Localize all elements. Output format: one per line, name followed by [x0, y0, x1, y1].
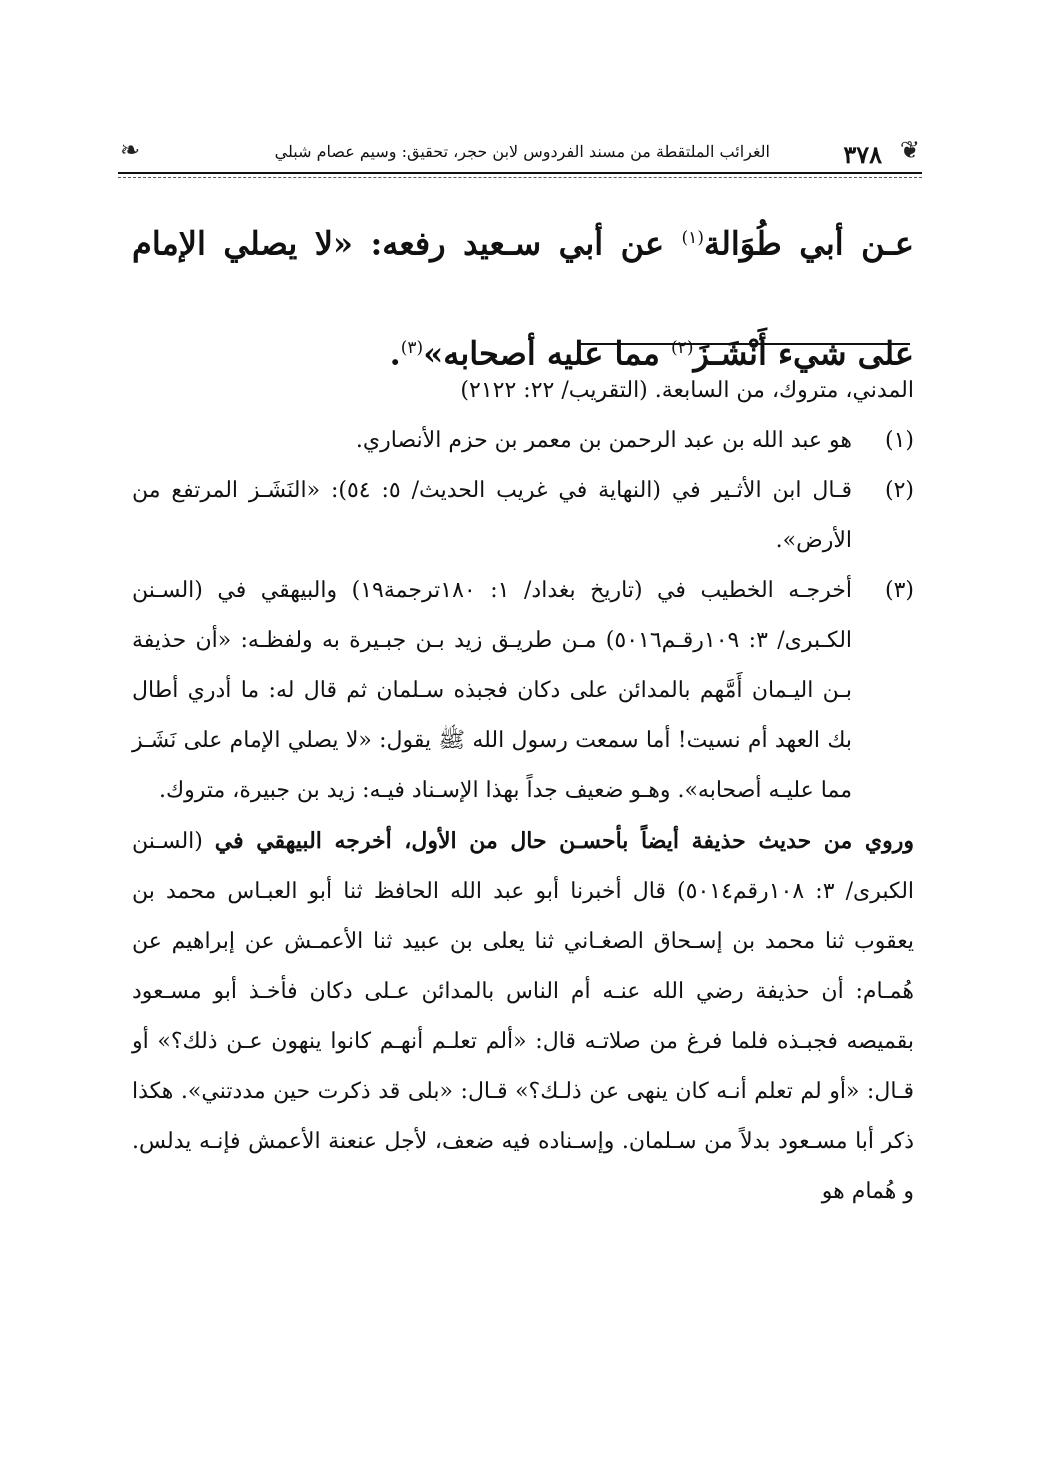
footnote	[132, 566, 914, 816]
ornament-right-icon: ❦	[899, 136, 920, 164]
page-header	[118, 134, 922, 180]
footnote-text: هو عبد الله بن عبد الرحمن بن معمر بن حزم الأنصاري.	[355, 428, 852, 453]
footnote	[132, 416, 914, 466]
footnote-paragraph	[132, 816, 914, 1217]
ornament-left-icon: ❧	[120, 136, 141, 164]
paragraph-body: (السـنن الكبرى/ ٣: ١٠٨رقم٥٠١٤) قال أخبرنا أبو عبد الله الحافظ ثنا أبو العبـاس محمد بن يعقوب ثنا محمد بن إسـحاق الصغـاني ثنا يعلى بن عبيد ثنا الأعمـش عن إبراهيم عن هُمـام: أن حذيفة رضي الله عنـه أم الناس بالمدائن عـلى دكان فأخـذ أبو مسـعود بقميصه فجبـذه فلما فرغ من صلاتـه قال: «ألم تعلـم أنهـم كانوا ينهون عـن ذلك؟» أو قـال: «أو لم تعلم أنـه كان ينهى عن ذلـك؟» قـال: «بلى قد ذكرت حين مددتني». هكذا ذكر أبا مسـعود بدلاً من سـلمان. وإسـناده فيه ضعف، لأجل عنعنة الأعمش فإنـه يدلس. و هُمام هو	[132, 829, 915, 1204]
running-title: الغرائب الملتقطة من مسند الفردوس لابن حجر، تحقيق: وسيم عصام شبلي	[274, 142, 770, 161]
paragraph-lead: وروي من حديث حذيفة أيضاً بأحسـن حال من الأول، أخرجه البيهقي في	[214, 828, 914, 854]
hadith-part: .	[389, 334, 401, 373]
footnote-ref: (١)	[681, 228, 704, 248]
header-dotted-rule	[118, 177, 922, 178]
footnote-separator	[580, 343, 910, 345]
footnotes	[132, 366, 914, 1217]
footnote-number: (٢)	[884, 478, 914, 503]
footnote	[132, 466, 914, 566]
hadith-part: مما عليه أصحابه»	[423, 334, 672, 373]
footnote-ref: (٢)	[671, 337, 694, 358]
footnote-number: (١)	[884, 428, 914, 453]
footnote-text: أخرجـه الخطيب في (تاريخ بغداد/ ١: ١٨٠ترجمة١٩) والبيهقي في (السـنن الكـبرى/ ٣: ١٠٩رقـم٥٠١٦) مـن طريـق زيد بـن جبـيرة به ولفظـه: «أن حذيفة بـن اليـمان أَمَّهم بالمدائن على دكان فجبذه سـلمان ثم قال له: ما أدري أطال بك العهد أم نسيت! أما سمعت رسول الله ﷺ يقول: «لا يصلي الإمام على نَشَـز مما عليـه أصحابه». وهـو ضعيف جداً بهذا الإسـناد فيـه: زيد بن جبيرة، متروك.	[132, 578, 853, 803]
footnote-continuation: المدني، متروك، من السابعة. (التقريب/ ٢٢: ٢١٢٢)	[460, 378, 914, 403]
header-rule	[118, 172, 922, 174]
footnote-text: قـال ابن الأثـير في (النهاية في غريب الحديث/ ٥: ٥٤): «النَشَـز المرتفع من الأرض».	[132, 478, 852, 553]
hadith-part: عـن أبي طُوَالة	[703, 224, 915, 263]
footnote-number: (٣)	[884, 578, 914, 603]
page-number: ٣٧٨	[843, 140, 882, 169]
footnote-ref: (٣)	[400, 337, 424, 358]
hadith-part: عن أبي سـعيد رفعه: «لا يصلي الإمام على شيء أَنْشَـزَ	[132, 224, 914, 373]
